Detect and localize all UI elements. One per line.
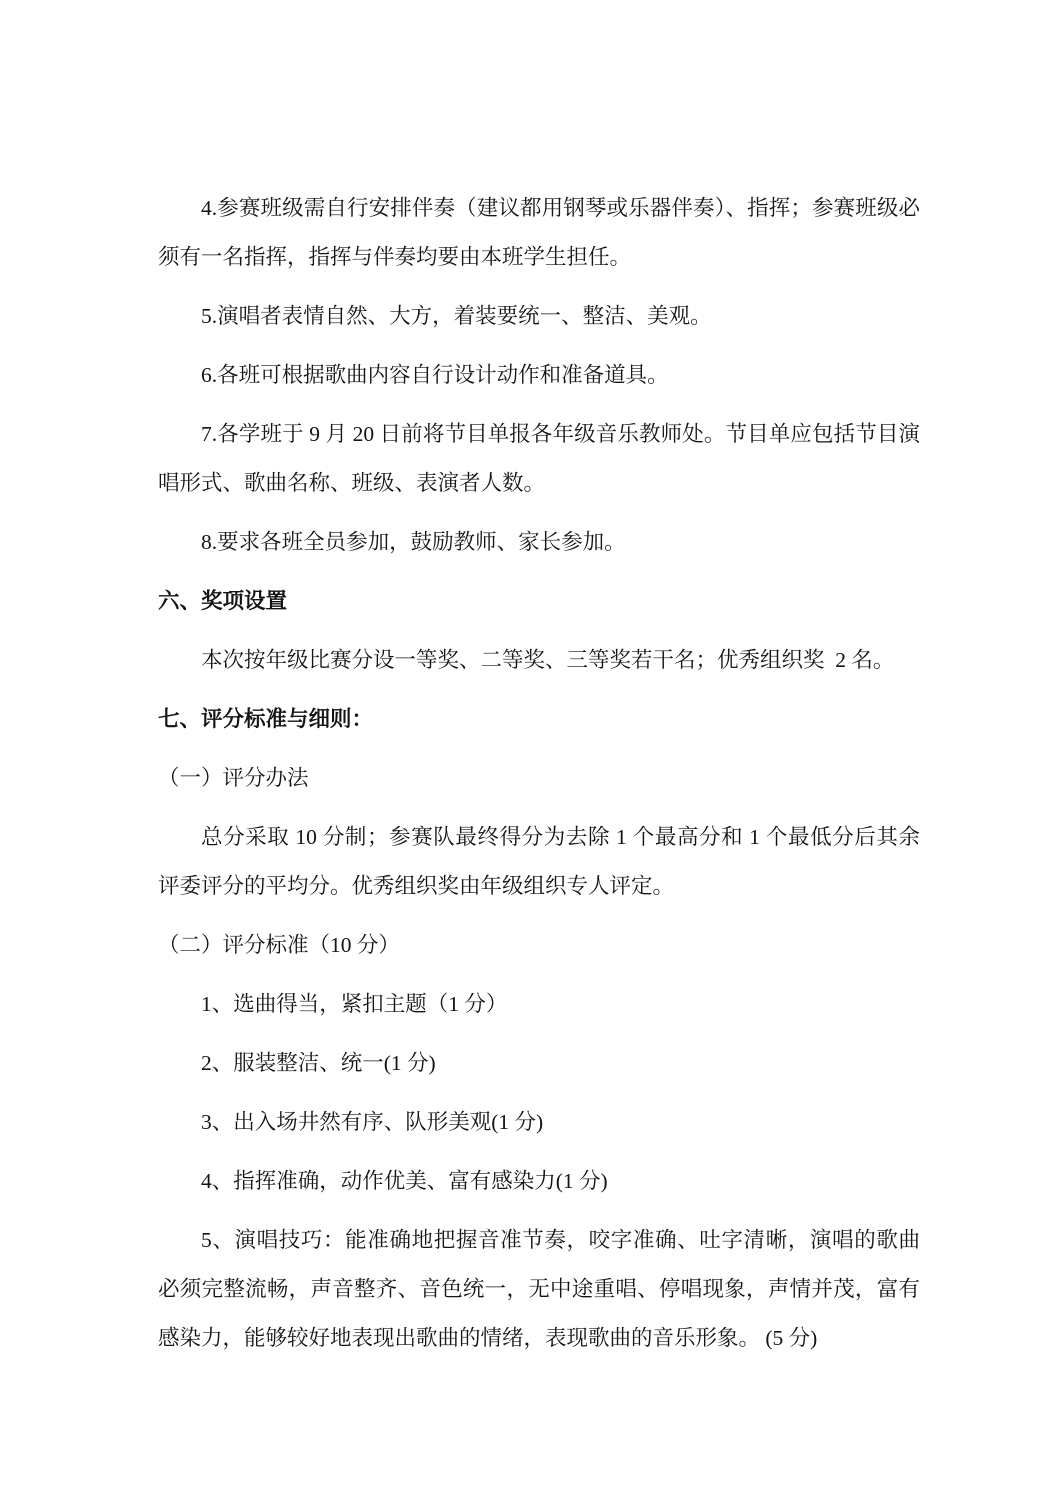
paragraph-rule-8-participation: 8.要求各班全员参加，鼓励教师、家长参加。: [201, 530, 626, 554]
subheading-scoring-criteria: （二）评分标准（10 分）: [158, 933, 400, 957]
criteria-item-4-conducting: 4、指挥准确，动作优美、富有感染力(1 分): [201, 1169, 608, 1193]
paragraph-rule-7-program-submission: 7.各学班于 9 月 20 日前将节目单报各年级音乐教师处。节目单应包括节目演唱形式、歌曲名称、班级、表演者人数。: [158, 422, 920, 495]
criteria-item-3-formation: 3、出入场井然有序、队形美观(1 分): [201, 1110, 544, 1134]
section-heading-awards: 六、奖项设置: [158, 589, 288, 613]
paragraph-rule-6-choreography: 6.各班可根据歌曲内容自行设计动作和准备道具。: [201, 363, 669, 387]
paragraph-scoring-method: 总分采取 10 分制；参赛队最终得分为去除 1 个最高分和 1 个最低分后其余评委评分的平均分。优秀组织奖由年级组织专人评定。: [158, 825, 920, 898]
section-heading-scoring-rules: 七、评分标准与细则：: [158, 707, 374, 731]
criteria-item-1-song-choice: 1、选曲得当，紧扣主题（1 分）: [201, 992, 508, 1016]
paragraph-award-tiers: 本次按年级比赛分设一等奖、二等奖、三等奖若干名；优秀组织奖 2 名。: [201, 648, 895, 672]
paragraph-rule-4-accompaniment: 4.参赛班级需自行安排伴奏（建议都用钢琴或乐器伴奏）、指挥；参赛班级必须有一名指挥，指挥与伴奏均要由本班学生担任。: [158, 196, 920, 269]
subheading-scoring-method: （一）评分办法: [158, 766, 309, 790]
criteria-item-2-costume: 2、服装整洁、统一(1 分): [201, 1051, 436, 1075]
criteria-item-5-singing-skill: 5、演唱技巧：能准确地把握音准节奏，咬字准确、吐字清晰，演唱的歌曲必须完整流畅，声音整齐、音色统一，无中途重唱、停唱现象，声情并茂，富有感染力，能够较好地表现出歌曲的情绪，表现歌曲的音乐形象。 (5 分): [158, 1228, 920, 1350]
paragraph-rule-5-appearance: 5.演唱者表情自然、大方，着装要统一、整洁、美观。: [201, 304, 712, 328]
